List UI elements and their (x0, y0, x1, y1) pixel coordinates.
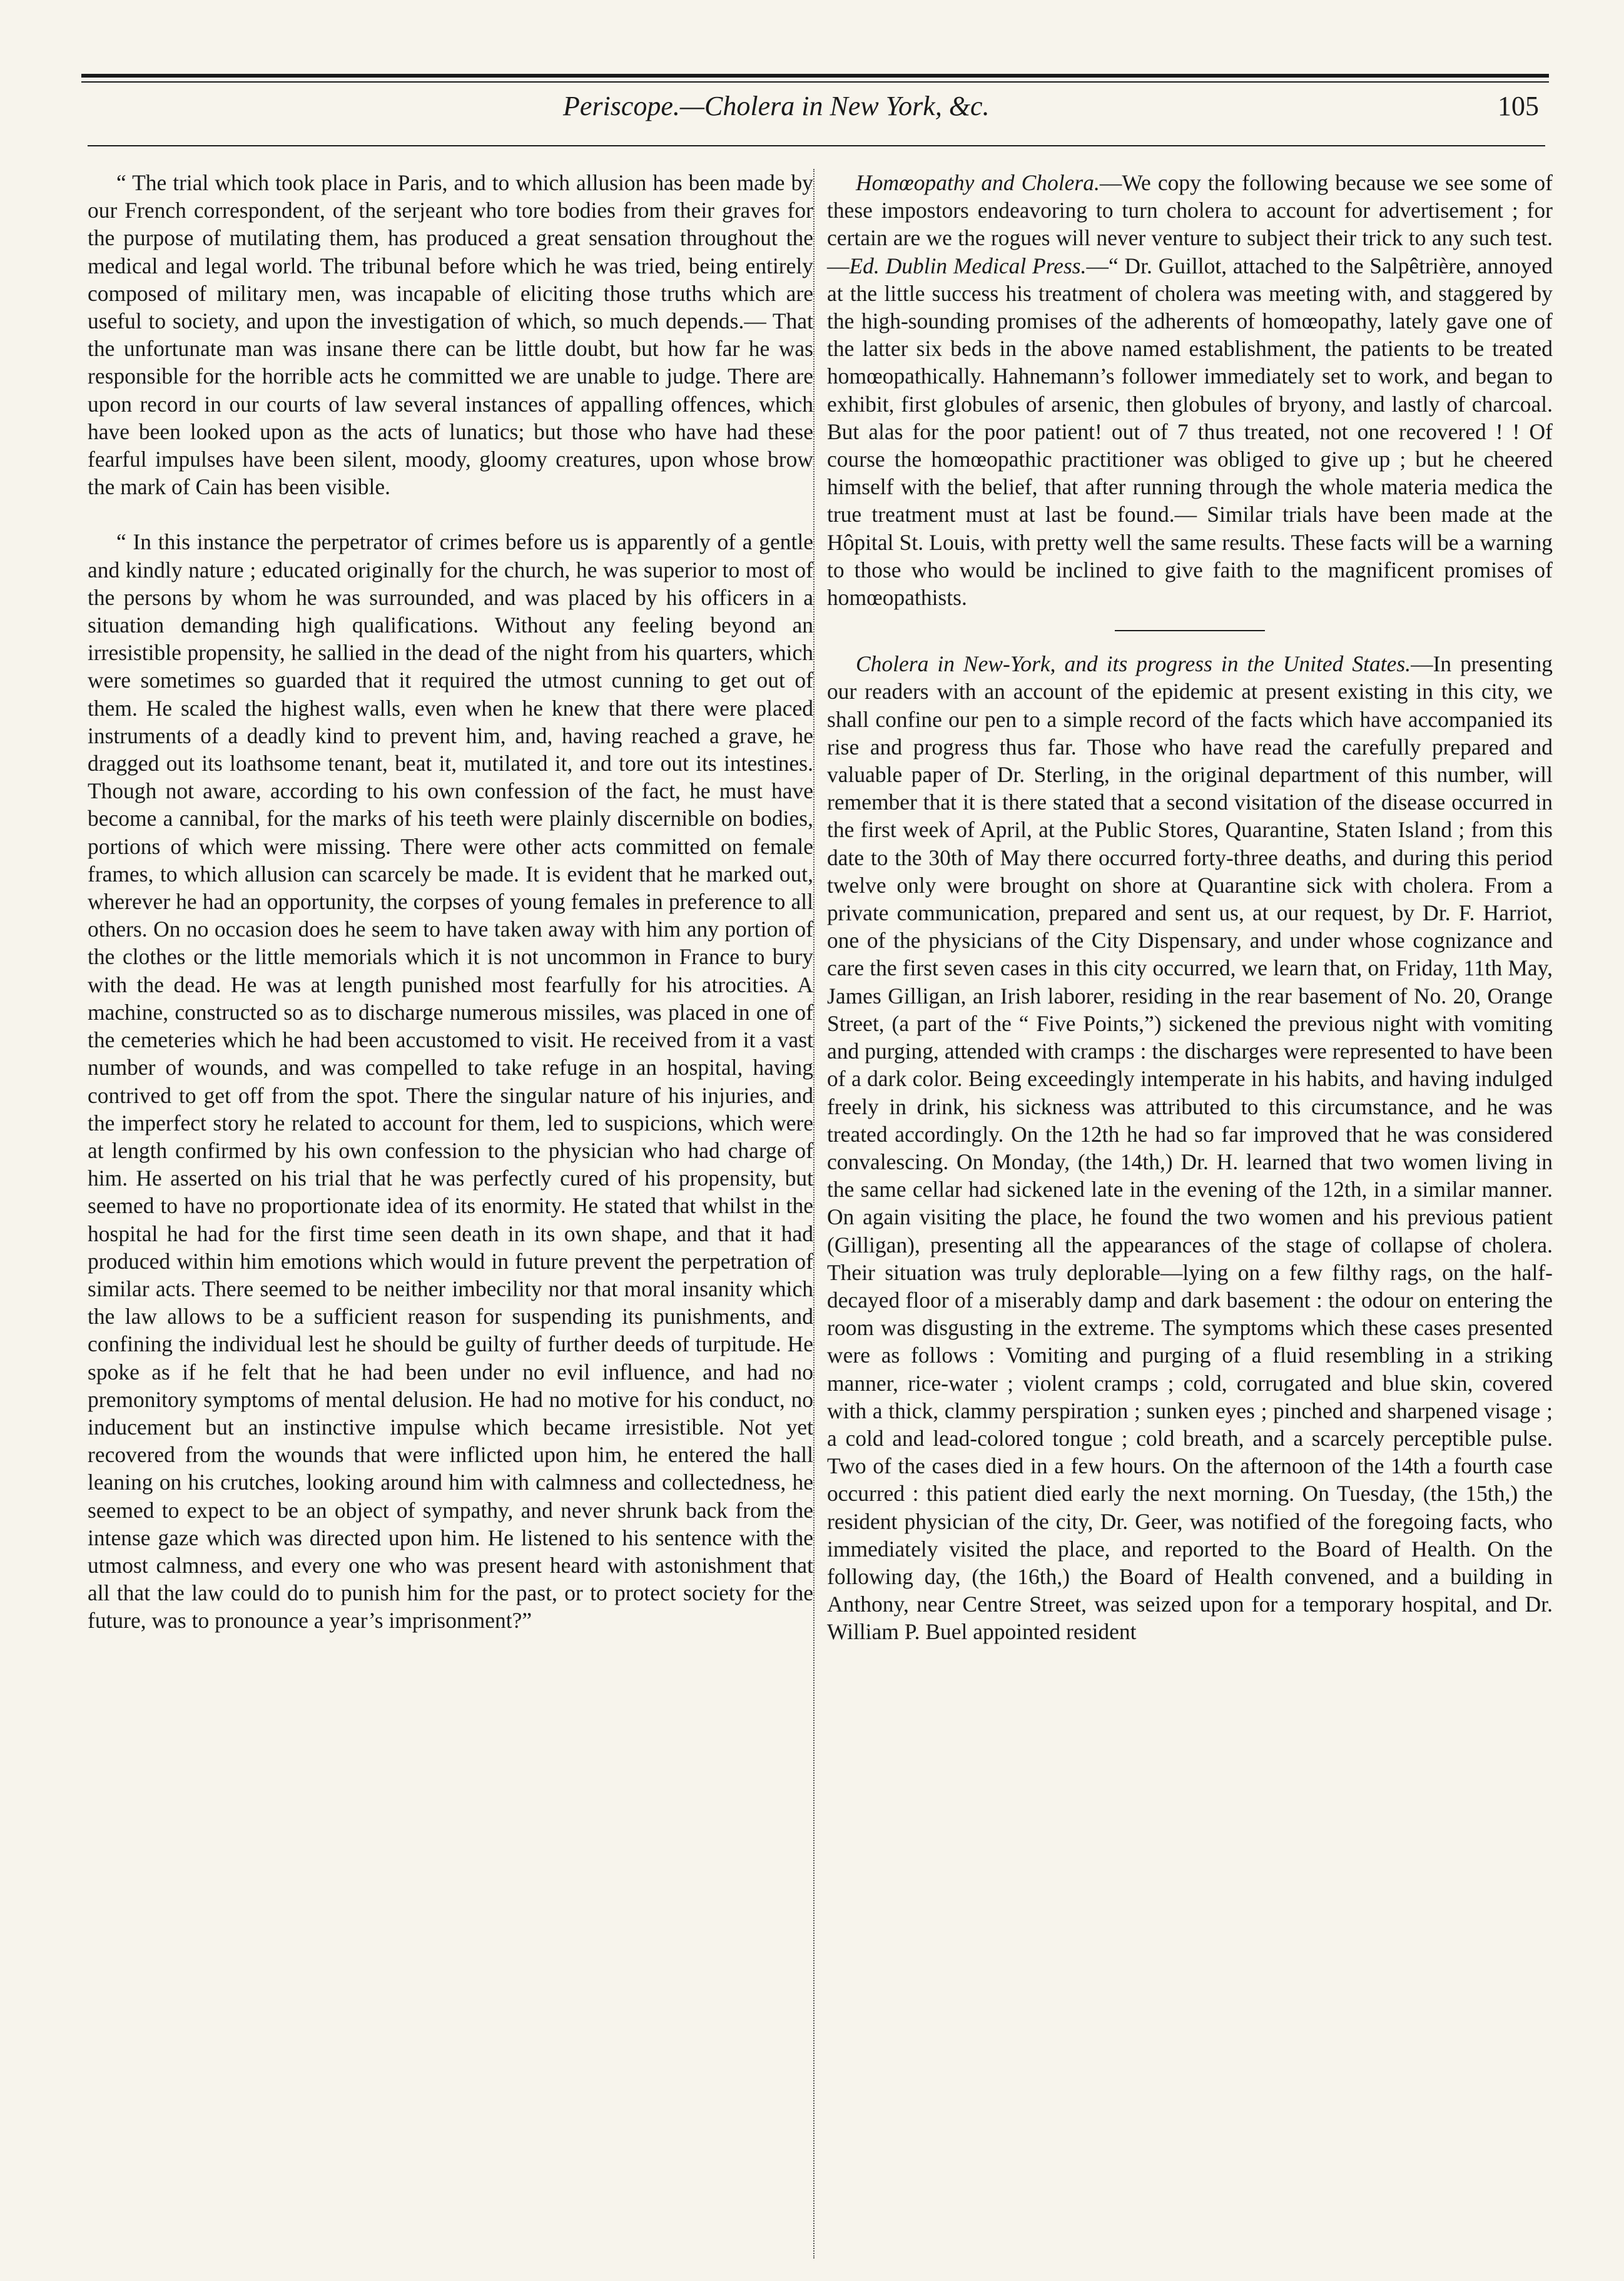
running-title: Periscope.—Cholera in New York, &c. (563, 91, 990, 121)
source-citation: Ed. Dublin Medical Press. (849, 253, 1087, 278)
left-column (88, 169, 813, 2252)
column-divider (813, 169, 815, 2258)
running-header (88, 88, 1545, 133)
article-text: —We copy the following because we see some of these impostors endeavoring to turn cholera to account for advertisement ; for certain are we the rogues will never venture to subject their trick to any such test.— (827, 170, 1553, 278)
top-rule (81, 74, 1549, 78)
article-text: —In presenting our readers with an account of the epidemic at present existing in this city, we shall confine our pen to a simple record of the facts which have accompanied its rise and progress thus far. Those who have read the carefully prepared and valuable paper of Dr. Sterling, in the original department of this number, will remember that it is there stated that a second visitation of the disease occurred in the first week of April, at the Public Stores, Quarantine, Staten Island ; from this date to the 30th of May there occurred forty-three deaths, and during this period twelve only were brought on shore at Quarantine sick with cholera. From a private communication, prepared and sent us, at our request, by Dr. F. Harriot, one of the physicians of the City Dispensary, and under whose cognizance and care the first seven cases in this city occurred, we learn that, on Friday, 11th May, James Gilligan, an Irish laborer, residing in the rear basement of No. 20, Orange Street, (a part of the “ Five Points,”) sickened the previous night with vomiting and purging, attended with cramps : the discharges were represented to have been of a dark color. Being exceedingly intemperate in his habits, and having indulged freely in drink, his sickness was attributed to this circumstance, and he was treated accordingly. On the 12th he had so far improved that he was considered convalescing. On Monday, (the 14th,) Dr. H. learned that two women living in the same cellar had sickened late in the evening of the 12th, in a similar manner. On again visiting the place, he found the two women and his previous patient (Gilligan), presenting all the appearances of the stage of collapse of cholera. Their situation was truly deplorable—lying on a few filthy rags, on the half-decayed floor of a miserably damp and dark basement : the odour on entering the room was disgusting in the extreme. The symptoms which these cases presented were as follows : Vomiting and purging of a fluid resembling in a striking manner, rice-water ; violent cramps ; cold, corrugated and blue skin, covered with a thick, clammy perspiration ; sunken eyes ; pinched and sharpened visage ; a cold and lead-colored tongue ; cold breath, and a scarcely perceptible pulse. Two of the cases died in a few hours. On the afternoon of the 14th a fourth case occurred : this patient died early the next morning. On Tuesday, (the 15th,) the resident physician of the city, Dr. Geer, was notified of the foregoing facts, who immediately visited the place, and reported to the Board of Health. On the following day, (the 16th,) the Board of Health convened, and a building in Anthony, near Centre Street, was seized upon for a temporary hospital, and Dr. William P. Buel appointed resident (827, 651, 1553, 1645)
page-number: 105 (1498, 91, 1539, 121)
article-cholera (827, 650, 1553, 1645)
article-homoeopathy (827, 169, 1553, 611)
right-column (827, 169, 1553, 2252)
paragraph: “ The trial which took place in Paris, and to which allusion has been made by our French correspondent, of the serjeant who tore bodies from their graves for the purpose of mutilating them, has produced a great sensation throughout the medical and legal world. The tribunal before which he was tried, being entirely composed of military men, was incapable of eliciting those truths which are useful to society, and upon the investigation of which, so much depends.— That the unfortunate man was insane there can be little doubt, but how far he was responsible for the horrible acts he committed we are unable to judge. There are upon record in our courts of law several instances of appalling offences, which have been looked upon as the acts of lunatics; but those who have had these fearful impulses have been silent, moody, gloomy creatures, upon whose brow the mark of Cain has been visible. (88, 170, 813, 500)
article-heading: Homœopathy and Cholera. (856, 170, 1100, 195)
paragraph: “ In this instance the perpetrator of crimes before us is apparently of a gentle and kindly nature ; educated originally for the church, he was superior to most of the persons by whom he was surrounded, and was placed by his officers in a situation demanding high qualifications. Without any feeling beyond an irresistible propensity, he sallied in the dead of the night from his quarters, which were sometimes so guarded that it required the utmost cunning to get out of them. He scaled the highest walls, even when he knew that there were placed instruments of a deadly kind to prevent him, and, having reached a grave, he dragged out its loathsome tenant, beat it, mutilated it, and tore out its intestines. Though not aware, according to his own confession of the fact, he must have become a cannibal, for the marks of his teeth were plainly discernible on bodies, portions of which were missing. There were other acts committed on female frames, to which allusion can scarcely be made. It is evident that he marked out, wherever he had an opportunity, the corpses of young females in preference to all others. On no occasion does he seem to have taken away with him any portion of the clothes or the little memorials which it is not uncommon in France to bury with the dead. He was at length punished most fearfully for his atrocities. A machine, constructed so as to discharge numerous missiles, was placed in one of the cemeteries which he had been accustomed to visit. He received from it a vast number of wounds, and was compelled to take refuge in an hospital, having contrived to get off from the spot. There the singular nature of his injuries, and the imperfect story he related to account for them, led to suspicions, which were at length confirmed by his own confession to the physician who had charge of him. He asserted on his trial that he was perfectly cured of his propensity, but seemed to have no proportionate idea of its enormity. He stated that whilst in the hospital he had for the first time seen death in its own shape, and that it had produced within him emotions which would in future prevent the perpetration of similar acts. There seemed to be neither imbecility nor that moral insanity which the law allows to be a sufficient reason for suspending its punishments, and confining the individual lest he should be guilty of further deeds of turpitude. He spoke as if he felt that he had been under no evil influence, and had no premonitory symptoms of mental delusion. He had no motive for his conduct, no inducement but an instinctive impulse which became irresistible. Not yet recovered from the wounds that were inflicted upon him, he entered the hall leaning on his crutches, looking around him with calmness and collectedness, he seemed to expect to be an object of sympathy, and never shrunk back from the intense gaze which was directed upon him. He listened to his sentence with the utmost calmness, and every one who was present heard with astonishment that all that the law could do to punish him for the past, or to protect society for the future, was to pronounce a year’s imprisonment?” (88, 529, 813, 1633)
header-rule (88, 145, 1545, 146)
top-rule-thin (81, 81, 1549, 83)
article-heading: Cholera in New-York, and its progress in the United States. (856, 651, 1411, 677)
article-text: —“ Dr. Guillot, attached to the Salpêtrière, annoyed at the little success his treatment of cholera was meeting with, and staggered by the high-sounding promises of the adherents of homœopathy, lately gave one of the latter six beds in the above named establishment, the patients to be treated homœopathically. Hahnemann’s follower immediately set to work, and began to exhibit, first globules of arsenic, then globules of bryony, and lastly of charcoal. But alas for the poor patient! out of 7 thus treated, not one recovered ! ! Of course the homœopathic practitioner was obliged to give up ; but he cheered himself with the belief, that after running through the whole materia medica the true treatment must at last be found.— Similar trials have been made at the Hôpital St. Louis, with pretty well the same results. These facts will be a warning to those who would be inclined to give faith to the magnificent promises of homœopathists. (827, 253, 1553, 611)
section-separator (1115, 630, 1265, 631)
